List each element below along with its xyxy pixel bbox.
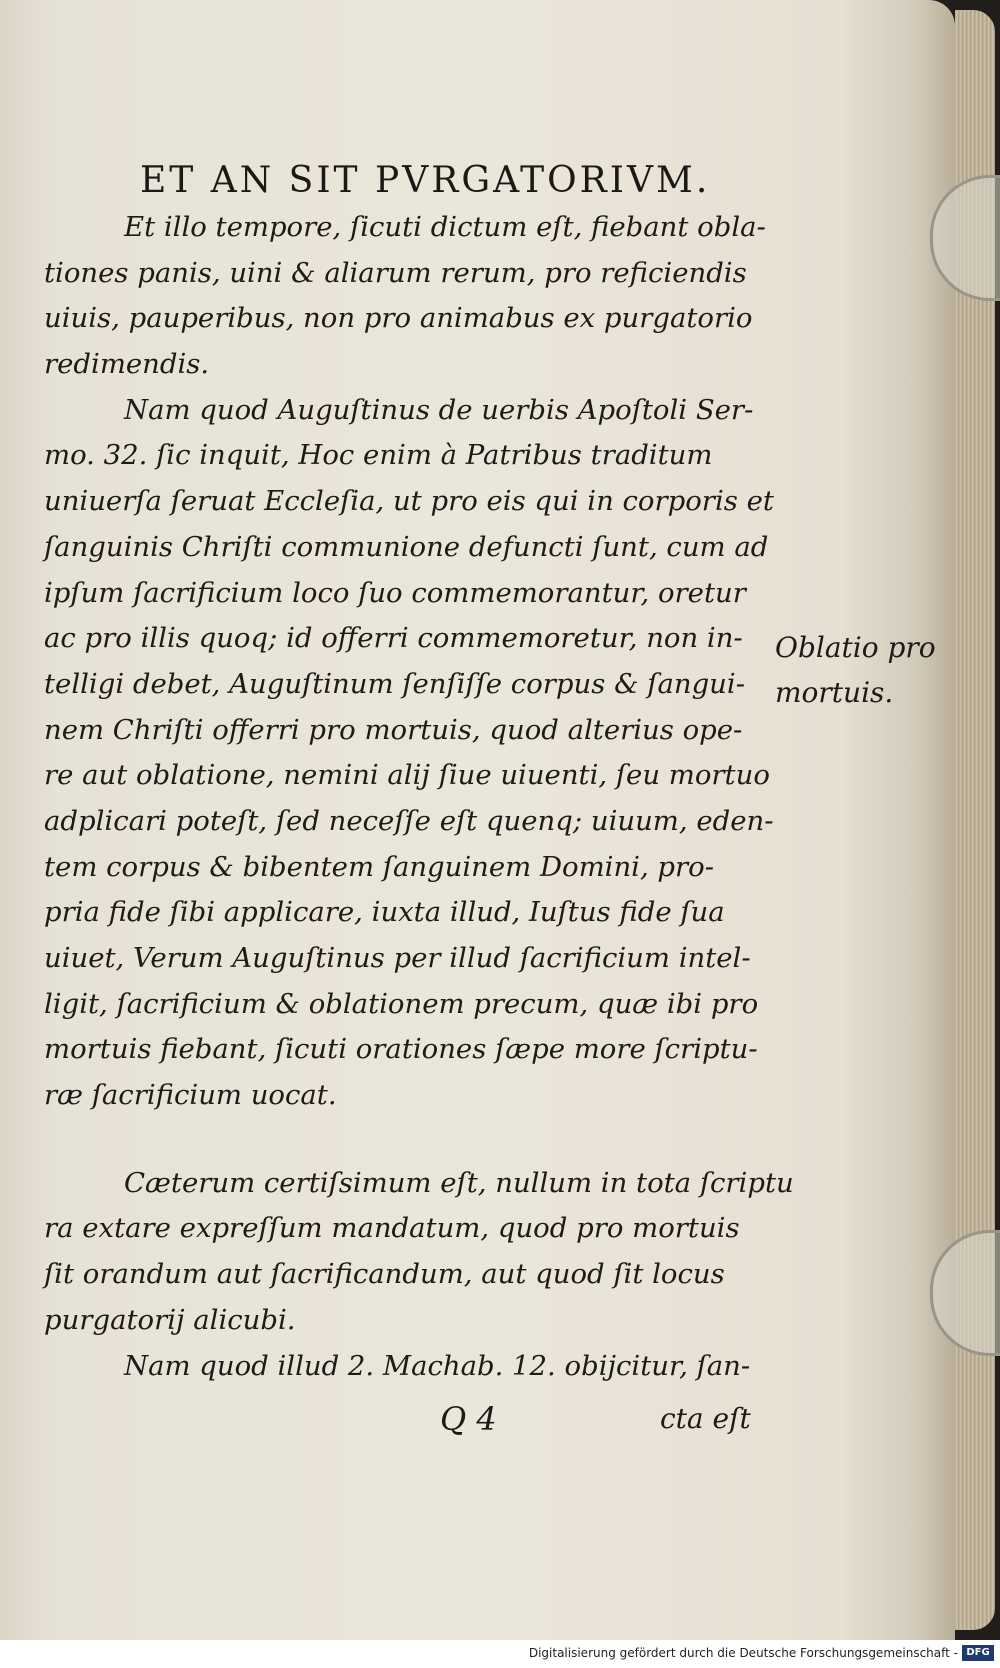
text-line: purgatorij alicubi. [44, 1303, 296, 1336]
main-text [44, 205, 794, 1389]
margin-note-line: Oblatio pro [775, 631, 936, 664]
footer-credit: Digitalisierung gefördert durch die Deutsche Forschungsgemeinschaft - [528, 1646, 958, 1660]
signature-mark: Q 4 [440, 1400, 497, 1438]
catchword: cta eſt [660, 1402, 751, 1435]
text-line: Nam quod illud 2. Machab. 12. obijcitur, ſan- [124, 1349, 751, 1382]
text-line: tem corpus & bibentem ſanguinem Domini, pro- [44, 850, 715, 883]
text-line: mortuis fiebant, ſicuti orationes ſæpe more ſcriptu- [44, 1033, 758, 1066]
footer-bar [0, 1640, 1000, 1668]
text-line: redimendis. [44, 348, 210, 381]
paragraph-gap [44, 1119, 764, 1161]
text-line: ra extare expreſſum mandatum, quod pro mortuis [44, 1212, 740, 1245]
text-line: ipſum ſacrificium loco ſuo commemorantur, oretur [44, 576, 746, 609]
text-line: Nam quod Auguſtinus de uerbis Apoſtoli Ser- [124, 393, 754, 426]
text-line: pria fide ſibi applicare, iuxta illud, Iuſtus fide ſua [44, 896, 725, 929]
text-line: ligit, ſacrificium & oblationem precum, quæ ibi pro [44, 987, 759, 1020]
text-line: Cæterum certiſsimum eſt, nullum in tota ſcriptu [124, 1166, 794, 1199]
text-line: uiuis, pauperibus, non pro animabus ex purgatorio [44, 302, 753, 335]
running-head: ET AN SIT PVRGATORIVM. [140, 160, 711, 201]
text-line: mo. 32. ſic inquit, Hoc enim à Patribus traditum [44, 439, 713, 472]
text-line: ræ ſacrificium uocat. [44, 1079, 337, 1112]
dfg-logo-icon: DFG [962, 1645, 994, 1661]
text-line: nem Chriſti offerri pro mortuis, quod alterius ope- [44, 713, 743, 746]
text-line: Et illo tempore, ſicuti dictum eſt, fiebant obla- [124, 211, 766, 243]
text-line: telligi debet, Auguſtinum ſenſiſſe corpus & ſangui- [44, 667, 745, 700]
margin-note-line: mortuis. [775, 676, 894, 709]
text-line: uiuet, Verum Auguſtinus per illud ſacrificium intel- [44, 942, 751, 974]
text-line: re aut oblatione, nemini alij ſiue uiuenti, ſeu mortuo [44, 759, 770, 792]
text-line: tiones panis, uini & aliarum rerum, pro reficiendis [44, 256, 747, 289]
margin-note [775, 625, 936, 715]
text-line: ac pro illis quoq; id offerri commemoretur, non in- [44, 622, 743, 655]
text-line: ſit orandum aut ſacrificandum, aut quod ſit locus [44, 1258, 725, 1291]
text-line: ſanguinis Chriſti communione defuncti ſunt, cum ad [44, 530, 769, 563]
text-line: uniuerſa ſeruat Eccleſia, ut pro eis qui in corporis et [44, 485, 774, 518]
text-line: adplicari poteſt, ſed neceſſe eſt quenq; uiuum, eden- [44, 804, 774, 837]
